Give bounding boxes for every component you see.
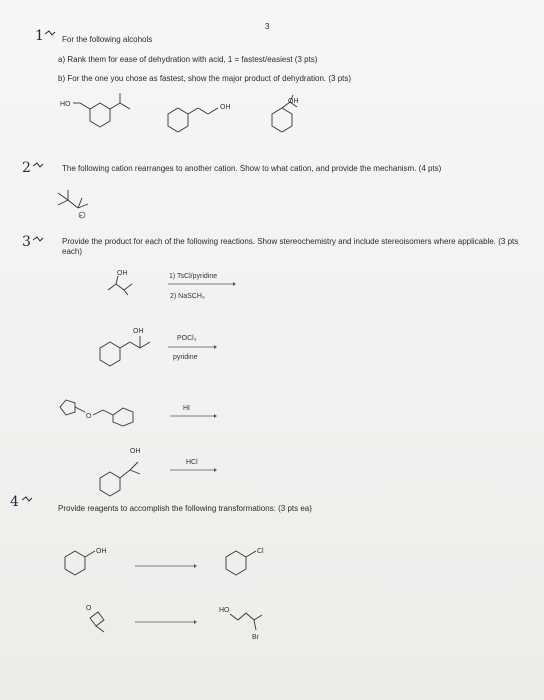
q1-label-oh-3: OH: [288, 98, 299, 105]
q4-t2-product-structure: [230, 613, 262, 630]
scribble-mark: [33, 237, 43, 241]
q4-text: Provide reagents to accomplish the following transformations: (3 pts ea): [58, 504, 312, 513]
q4-t2-start-structure: [90, 612, 104, 632]
q3-handwritten-number: 3: [22, 234, 31, 250]
q3-r3-label: O: [86, 413, 92, 420]
scribble-mark: [33, 163, 43, 167]
q3-reaction-3-substrate: [60, 400, 133, 426]
q4-t1-product-structure: [226, 551, 256, 575]
q4-t1-arrowhead: [194, 564, 197, 568]
q3-r2-arrowhead: [214, 345, 217, 349]
q3-reaction-4-substrate: [100, 462, 140, 496]
q3-r2-reagent-top: POCl₃: [177, 335, 197, 342]
q1-part-a: a) Rank them for ease of dehydration with acid, 1 = fastest/easiest (3 pts): [58, 55, 318, 64]
q3-r1-label: OH: [117, 270, 128, 277]
q4-handwritten-number: 4: [10, 494, 19, 510]
q3-r1-reagent-bottom: 2) NaSCH₃: [170, 293, 205, 300]
q3-r2-reagent-bottom: pyridine: [173, 354, 198, 361]
q3-r1-reagent-top: 1) TsCl/pyridine: [169, 273, 218, 280]
page-number: 3: [265, 22, 270, 31]
scribble-mark: [22, 497, 32, 501]
q2-cation-structure: [58, 190, 88, 218]
q3-r3-arrowhead: [214, 414, 217, 418]
q1-handwritten-number: 1: [35, 28, 44, 44]
q3-r1-arrowhead: [233, 282, 236, 286]
q3-r4-reagent-top: HCl: [186, 459, 198, 466]
q3-r4-arrowhead: [214, 468, 217, 472]
q4-t2-end-label-top: HO: [219, 607, 230, 614]
q2-text: The following cation rearranges to another cation. Show to what cation, and provide the mechanism. (4 pts): [62, 164, 442, 173]
q4-t2-start-label: O: [86, 605, 92, 612]
q3-text: Provide the product for each of the following reactions. Show stereochemistry and include stereoisomers where applicable. (3 pts each): [62, 237, 519, 256]
q1-alcohol-1-structure: [73, 93, 130, 127]
q4-t1-start-label: OH: [96, 548, 107, 555]
q4-t1-end-label: Cl: [257, 548, 264, 555]
q3-reaction-2-substrate: [100, 336, 150, 366]
q2-cation-charge: +: [79, 213, 83, 220]
scribble-mark: [45, 31, 55, 35]
q3-reaction-1-substrate: [108, 276, 132, 295]
q3-r3-reagent-top: HI: [183, 405, 190, 412]
q1-title: For the following alcohols: [62, 35, 153, 44]
q1-part-b: b) For the one you chose as fastest, show the major product of dehydration. (3 pts): [58, 74, 352, 83]
q1-label-ho: HO: [60, 101, 71, 108]
q1-label-oh-2: OH: [220, 104, 231, 111]
q4-t2-end-label-bottom: Br: [252, 634, 259, 641]
q2-handwritten-number: 2: [22, 160, 31, 176]
q4-t2-arrowhead: [194, 620, 197, 624]
q3-r2-label: OH: [133, 328, 144, 335]
q1-alcohol-2-structure: [168, 108, 218, 132]
q4-t1-start-structure: [65, 551, 95, 575]
q3-r4-label: OH: [130, 448, 141, 455]
